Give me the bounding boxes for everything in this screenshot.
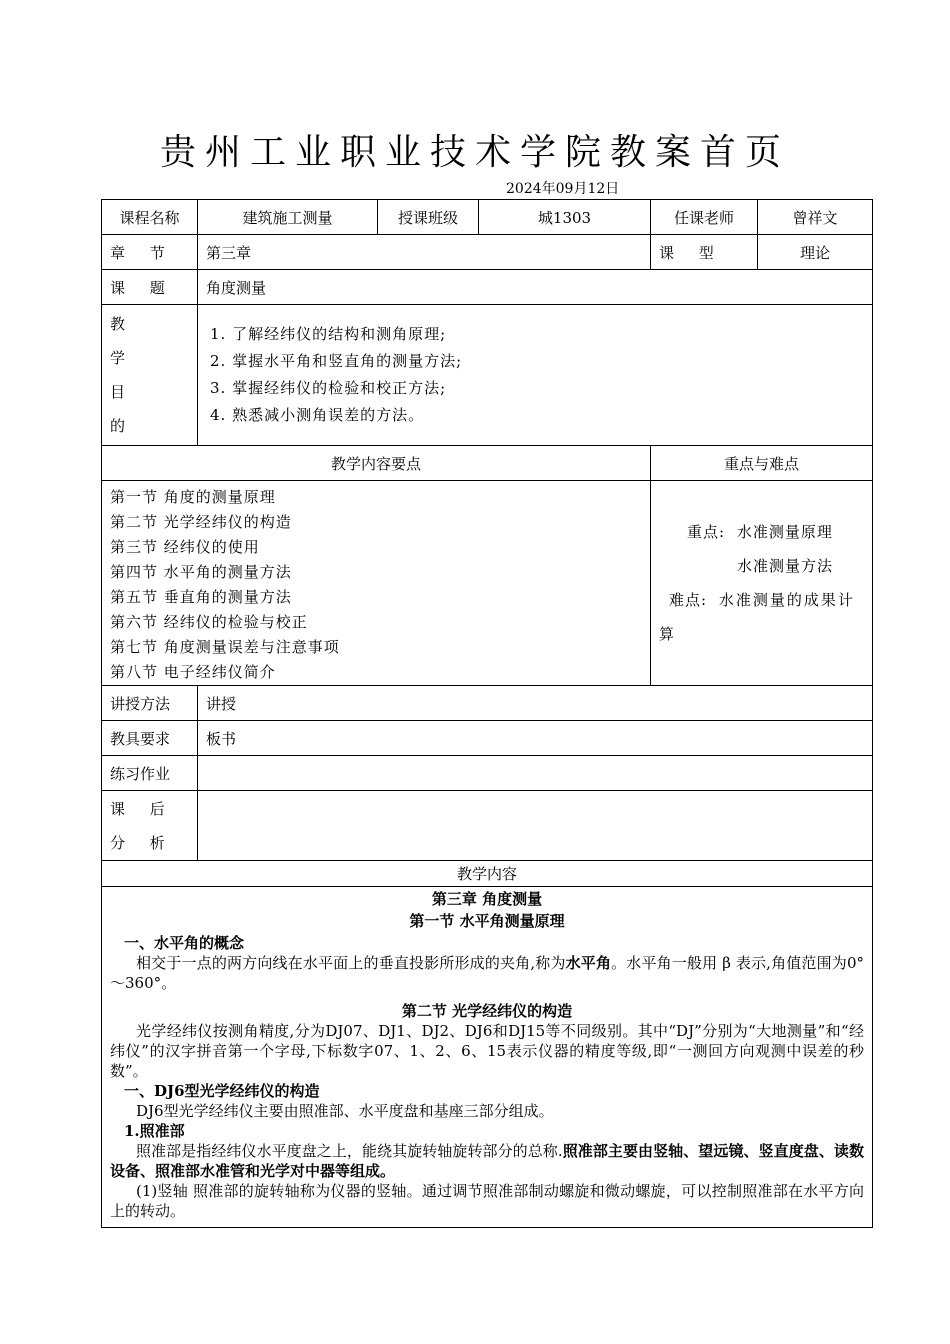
class-value: 城1303 [479,200,651,235]
homework-row [102,756,873,791]
page-title: 贵州工业职业技术学院教案首页 [159,132,790,173]
content-points-header: 教学内容要点 [102,446,651,481]
paragraph-text: 。水平角一般用 β 表示,角值范围为0°～360°。 [110,954,864,992]
list-item: 1. 了解经纬仪的结构和测角原理; [210,325,447,343]
subheading: 一、DJ6型光学经纬仪的构造 [124,1082,320,1100]
purpose-label-char: 的 [110,417,126,435]
homework-value [198,756,873,791]
method-label: 讲授方法 [102,686,198,721]
purpose-label-char: 目 [110,383,126,401]
key-difficulty-cell [651,481,873,686]
list-item: 2. 掌握水平角和竖直角的测量方法; [210,352,463,370]
paragraph-text: 照准部是指经纬仪水平度盘之上，能绕其旋转轴旋转部分的总称. [136,1142,563,1160]
chapter-label: 章 节 [102,235,198,270]
tools-row [102,721,873,756]
list-item: 4. 熟悉减小测角误差的方法。 [210,406,425,424]
section-list [102,481,651,686]
bold-term: 水平角 [565,954,612,972]
key-line-1: 水准测量原理 [736,523,833,541]
date-text: 2024年09月12日 [506,181,620,197]
purpose-label [102,305,198,446]
list-item: 第三节 经纬仪的使用 [110,538,260,556]
course-label: 课程名称 [102,200,198,235]
paragraph: 光学经纬仪按测角精度,分为DJ07、DJ1、DJ2、DJ6和DJ15等不同级别。其中“DJ”分别为“大地测量”和“经纬仪”的汉字拼音第一个字母,下标数字07、1、2、6、15表示仪器的精度等级,即“一测回方向观测中误差的秒数”。 [110,1022,864,1080]
section-title: 第一节 水平角测量原理 [409,912,565,930]
list-item: 第一节 角度的测量原理 [110,488,276,506]
list-item: 第五节 垂直角的测量方法 [110,588,292,606]
difficulty-text: 水准测量的成果计 [718,591,855,609]
chapter-title: 第三章 角度测量 [431,890,543,908]
section-title: 第二节 光学经纬仪的构造 [401,1002,573,1020]
type-label: 课 型 [651,235,758,270]
paragraph-text: 相交于一点的两方向线在水平面上的垂直投影所形成的夹角,称为 [136,954,566,972]
analysis-label-line: 课 后 [110,799,175,818]
topic-value: 角度测量 [198,270,873,305]
course-value: 建筑施工测量 [198,200,378,235]
analysis-label-line: 分 析 [110,833,175,852]
content-header-row [102,861,873,887]
purpose-label-char: 教 [110,315,126,333]
analysis-value [198,791,873,861]
bold-text: 照准部主要由竖轴、望远镜、竖直度盘、读数设备、照准部水准管和光学对中器等组成。 [110,1142,864,1180]
chapter-value: 第三章 [198,235,651,270]
subheading: 一、水平角的概念 [124,934,245,952]
list-item: 3. 掌握经纬仪的检验和校正方法; [210,379,447,397]
lesson-plan-table [101,199,873,1228]
type-value: 理论 [758,235,873,270]
list-item: 第七节 角度测量误差与注意事项 [110,638,340,656]
key-label: 重点: [687,523,726,541]
class-label: 授课班级 [378,200,479,235]
list-item: 第八节 电子经纬仪简介 [110,663,276,681]
content-row [102,887,873,1228]
tools-label: 教具要求 [102,721,198,756]
teaching-content [102,887,873,1228]
paragraph [110,953,864,993]
list-item: 第二节 光学经纬仪的构造 [110,513,292,531]
purpose-label-char: 学 [110,349,126,367]
paragraph [110,1141,864,1181]
method-value: 讲授 [198,686,873,721]
list-item: 第四节 水平角的测量方法 [110,563,292,581]
points-header-row [102,446,873,481]
difficulty-label: 难点: [669,591,708,609]
analysis-label [102,791,198,861]
course-row [102,200,873,235]
purpose-list [198,305,873,446]
points-row [102,481,873,686]
paragraph: DJ6型光学经纬仪主要由照准部、水平度盘和基座三部分组成。 [136,1102,554,1120]
key-difficulty-header: 重点与难点 [651,446,873,481]
tools-value: 板书 [198,721,873,756]
subheading: 1.照准部 [124,1122,185,1140]
teacher-label: 任课老师 [651,200,758,235]
topic-label: 课 题 [102,270,198,305]
difficulty-text-cont: 算 [659,625,676,643]
analysis-row [102,791,873,861]
list-item: 第六节 经纬仪的检验与校正 [110,613,308,631]
method-row [102,686,873,721]
paragraph: (1)竖轴 照准部的旋转轴称为仪器的竖轴。通过调节照准部制动螺旋和微动螺旋，可以控制照准部在水平方向上的转动。 [110,1182,864,1220]
purpose-row [102,305,873,446]
teaching-content-header: 教学内容 [102,861,873,887]
teacher-value: 曾祥文 [758,200,873,235]
homework-label: 练习作业 [102,756,198,791]
chapter-row [102,235,873,270]
key-line-2: 水准测量方法 [737,557,834,575]
topic-row [102,270,873,305]
